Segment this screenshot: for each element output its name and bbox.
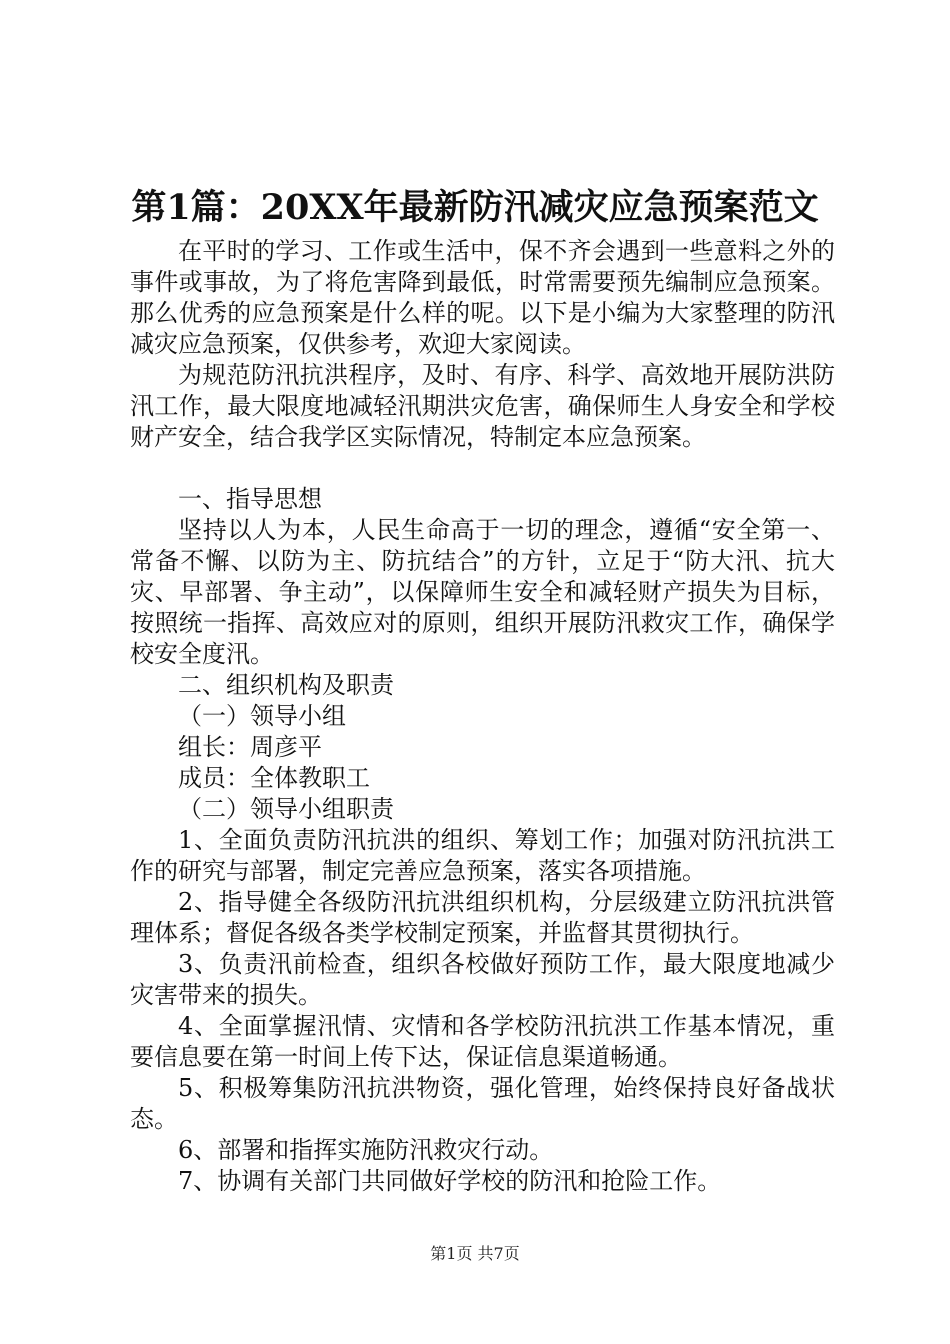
subsection-heading: （一）领导小组 (178, 702, 346, 730)
duty-item: 7、协调有关部门共同做好学校的防汛和抢险工作。 (178, 1167, 722, 1195)
section-heading: 一、指导思想 (178, 485, 322, 513)
duty-item: 4、全面掌握汛情、灾情和各学校防汛抗洪工作基本情况，重要信息要在第一时间上传下达，保证信息渠道畅通。 (130, 1012, 835, 1071)
duty-item: 3、负责汛前检查，组织各校做好预防工作，最大限度地减少灾害带来的损失。 (130, 950, 835, 1009)
section-heading: 二、组织机构及职责 (178, 671, 394, 699)
duty-item: 2、指导健全各级防汛抗洪组织机构，分层级建立防汛抗洪管理体系；督促各级各类学校制定预案，并监督其贯彻执行。 (130, 888, 835, 947)
duty-item: 6、部署和指挥实施防汛救灾行动。 (178, 1136, 554, 1164)
duty-item: 5、积极筹集防汛抗洪物资，强化管理，始终保持良好备战状态。 (130, 1074, 835, 1133)
paragraph-spacer (130, 453, 835, 484)
purpose-paragraph: 为规范防汛抗洪程序，及时、有序、科学、高效地开展防洪防汛工作，最大限度地减轻汛期洪灾危害，确保师生人身安全和学校财产安全，结合我学区实际情况，特制定本应急预案。 (130, 361, 835, 451)
guiding-principle-paragraph: 坚持以人为本，人民生命高于一切的理念，遵循“安全第一、常备不懈、以防为主、防抗结合”的方针，立足于“防大汛、抗大灾、早部署、争主动”，以保障师生安全和减轻财产损失为目标，按照统一指挥、高效应对的原则，组织开展防汛救灾工作，确保学校安全度汛。 (130, 516, 835, 668)
intro-paragraph: 在平时的学习、工作或生活中，保不齐会遇到一些意料之外的事件或事故，为了将危害降到最低，时常需要预先编制应急预案。那么优秀的应急预案是什么样的呢。以下是小编为大家整理的防汛减灾应急预案，仅供参考，欢迎大家阅读。 (130, 237, 835, 358)
document-body (130, 236, 835, 1197)
subsection-heading: （二）领导小组职责 (178, 795, 394, 823)
members-line: 成员：全体教职工 (178, 764, 370, 792)
leader-line: 组长：周彦平 (178, 733, 322, 761)
document-title: 第1篇：20XX年最新防汛减灾应急预案范文 (131, 187, 819, 228)
duty-item: 1、全面负责防汛抗洪的组织、筹划工作；加强对防汛抗洪工作的研究与部署，制定完善应急预案，落实各项措施。 (130, 826, 835, 885)
page-number: 第1页 共7页 (430, 1244, 520, 1263)
